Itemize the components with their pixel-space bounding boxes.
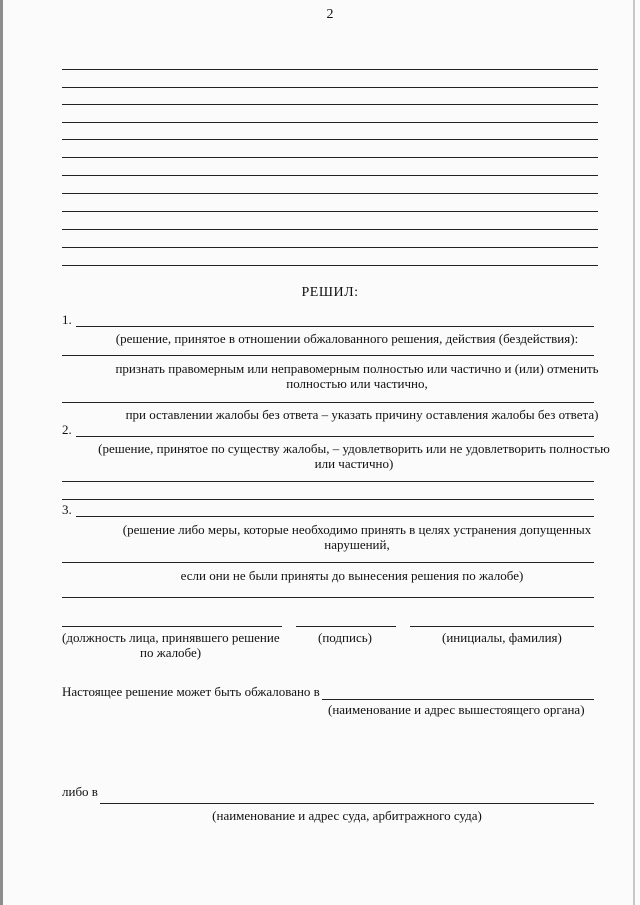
- court-text: либо в: [62, 784, 98, 799]
- court-caption: (наименование и адрес суда, арбитражного суда): [212, 808, 482, 823]
- item3-caption-1: (решение либо меры, которые необходимо принять в целях устранения допущенных: [122, 522, 592, 537]
- item2-number: 2.: [62, 422, 72, 437]
- blank-line[interactable]: [62, 122, 598, 123]
- blank-line[interactable]: [62, 157, 598, 158]
- name-line[interactable]: [410, 626, 594, 627]
- decision-heading: РЕШИЛ:: [301, 285, 359, 300]
- blank-line[interactable]: [62, 211, 598, 212]
- item1-caption: (решение, принятое в отношении обжалованного решения, действия (бездействия):: [115, 331, 579, 346]
- item2-fill-line-2[interactable]: [62, 481, 594, 482]
- appeal-text: Настоящее решение может быть обжаловано в: [62, 684, 320, 699]
- blank-line[interactable]: [62, 229, 598, 230]
- item2-caption-2: или частично): [314, 456, 394, 471]
- item1-fill-line-2[interactable]: [62, 355, 594, 356]
- court-fill-line[interactable]: [100, 803, 594, 804]
- position-line[interactable]: [62, 626, 282, 627]
- appeal-caption: (наименование и адрес вышестоящего органа): [328, 702, 585, 717]
- blank-line[interactable]: [62, 87, 598, 88]
- blank-line[interactable]: [62, 247, 598, 248]
- item1-caption-sub2: полностью или частично,: [286, 376, 428, 391]
- item3-number: 3.: [62, 502, 72, 517]
- item3-fill-line-2[interactable]: [62, 562, 594, 563]
- appeal-fill-line[interactable]: [322, 699, 594, 700]
- item1-caption-sub1: признать правомерным или неправомерным полностью или частично и (или) отменить: [115, 361, 599, 376]
- signature-line[interactable]: [296, 626, 396, 627]
- position-caption-1: (должность лица, принявшего решение: [62, 630, 280, 645]
- name-caption: (инициалы, фамилия): [442, 630, 562, 645]
- item1-fill-line-3[interactable]: [62, 402, 594, 403]
- blank-line[interactable]: [62, 69, 598, 70]
- position-caption-2: по жалобе): [140, 645, 202, 660]
- blank-line[interactable]: [62, 139, 598, 140]
- blank-line[interactable]: [62, 193, 598, 194]
- item3-fill-line-3[interactable]: [62, 597, 594, 598]
- scan-edge-left: [0, 0, 3, 905]
- signature-caption: (подпись): [318, 630, 372, 645]
- item3-fill-line[interactable]: [76, 516, 594, 517]
- blank-line[interactable]: [62, 265, 598, 266]
- item2-fill-line-3[interactable]: [62, 499, 594, 500]
- item1-fill-line[interactable]: [76, 326, 594, 327]
- item3-caption-2: нарушений,: [324, 537, 390, 552]
- page-number: 2: [326, 7, 334, 22]
- item3-caption-3: если они не были приняты до вынесения решения по жалобе): [180, 568, 524, 583]
- blank-line[interactable]: [62, 175, 598, 176]
- blank-line[interactable]: [62, 104, 598, 105]
- item2-fill-line[interactable]: [76, 436, 594, 437]
- item1-caption-sub3: при оставлении жалобы без ответа – указать причину оставления жалобы без ответа): [125, 407, 599, 422]
- item2-caption-1: (решение, принятое по существу жалобы, – удовлетворить или не удовлетворить полностью: [98, 441, 610, 456]
- item1-number: 1.: [62, 312, 72, 327]
